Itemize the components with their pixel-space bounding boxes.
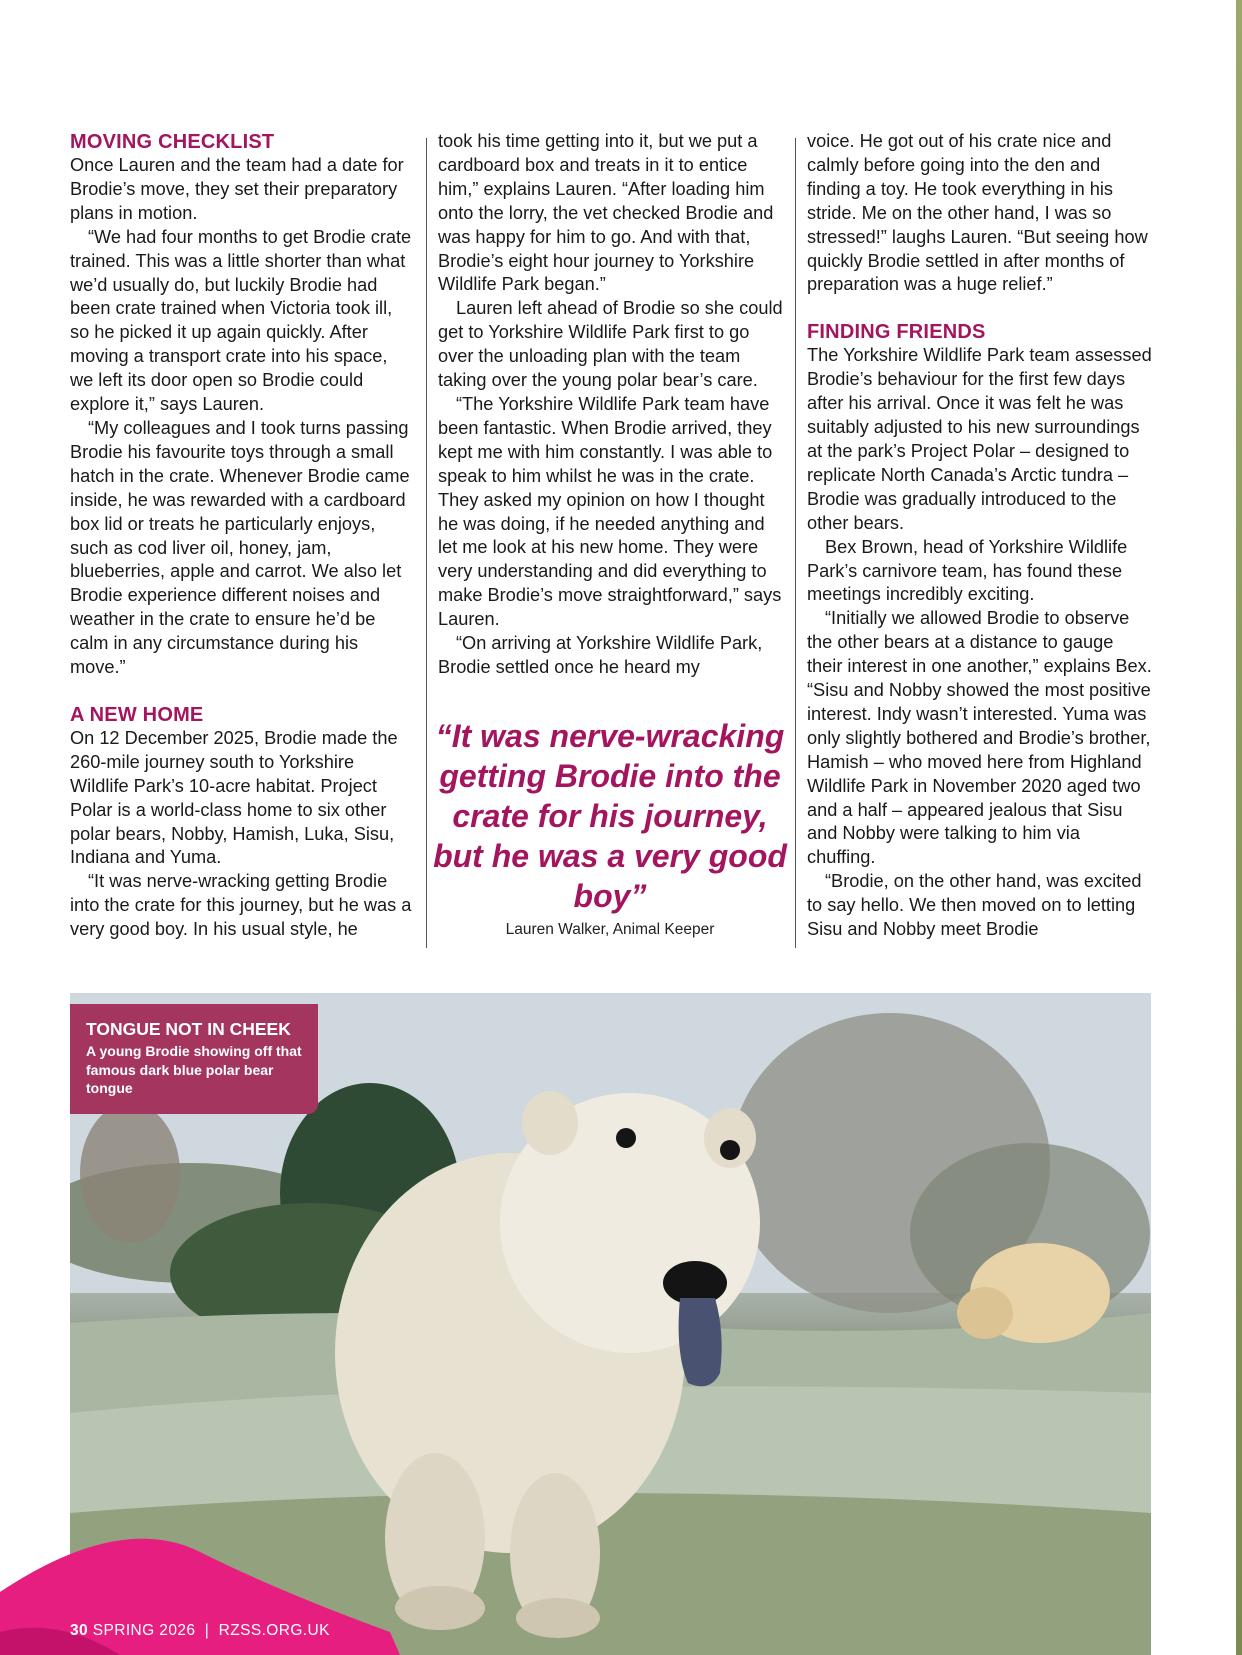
- paragraph: “We had four months to get Brodie crate trained. This was a little shorter than what we’d usually do, but luckily Brodie had been crate trained when Victoria took ill, so he picked it up again quickly. After moving a transport crate into his space, we left its door open so Brodie could explore it,” says Lauren.: [70, 226, 412, 415]
- photo-caption: [70, 1004, 318, 1114]
- paragraph: Lauren left ahead of Brodie so she could get to Yorkshire Wildlife Park first to go over the unloading plan with the team taking over the young polar bear’s care.: [438, 298, 783, 391]
- paragraph: On 12 December 2025, Brodie made the 260-mile journey south to Yorkshire Wildlife Park’s 10-acre habitat. Project Polar is a world-class home to six other polar bears, Nobby, Hamish, Luka, Sisu, Indiana and Yuma.: [70, 727, 398, 868]
- pull-quote-attribution: Lauren Walker, Animal Keeper: [505, 921, 715, 938]
- paragraph: The Yorkshire Wildlife Park team assessed Brodie’s behaviour for the first few days after his arrival. Once it was felt he was suitably adjusted to his new surroundings at the park’s Project Polar – designed to replicate North Canada’s Arctic tundra – Brodie was gradually introduced to the other bears.: [807, 345, 1152, 533]
- section-heading-a-new-home: A NEW HOME: [70, 703, 204, 726]
- column-divider: [795, 138, 796, 948]
- article-column-3: [807, 130, 1152, 942]
- paragraph: “On arriving at Yorkshire Wildlife Park, Brodie settled once he heard my: [438, 633, 763, 677]
- page-edge-bar: [1236, 0, 1242, 1655]
- caption-title: TONGUE NOT IN CHEEK: [86, 1019, 291, 1039]
- paragraph: took his time getting into it, but we put a cardboard box and treats in it to entice him,” explains Lauren. “After loading him onto the lorry, the vet checked Brodie and was happy for him to go. And with that, Brodie’s eight hour journey to Yorkshire Wildlife Park began.”: [438, 131, 774, 295]
- page-number: 30: [70, 1622, 89, 1639]
- column-divider: [426, 138, 427, 948]
- paragraph: “Brodie, on the other hand, was excited to say hello. We then moved on to letting Sisu and Nobby meet Brodie: [807, 871, 1142, 940]
- article-column-2: [438, 130, 783, 680]
- pull-quote: “It was nerve-wracking getting Brodie into the crate for his journey, but he was a very good boy”: [433, 718, 787, 914]
- paragraph: Bex Brown, head of Yorkshire Wildlife Park’s carnivore team, has found these meetings incredibly exciting.: [807, 536, 1128, 605]
- paragraph: “My colleagues and I took turns passing Brodie his favourite toys through a small hatch in the crate. Whenever Brodie came inside, he was rewarded with a cardboard box lid or treats he particularly enjoys, such as cod liver oil, honey, jam, blueberries, apple and carrot. We also let Brodie experience different noises and weather in the crate to ensure he’d be calm in any circumstance during his move.”: [70, 417, 410, 678]
- section-heading-finding-friends: FINDING FRIENDS: [807, 321, 986, 344]
- paragraph: voice. He got out of his crate nice and calmly before going into the den and finding a toy. He took everything in his stride. Me on the other hand, I was so stressed!” laughs Lauren. “But seeing how quickly Brodie settled in after months of preparation was a huge relief.”: [807, 131, 1148, 295]
- paragraph: “Initially we allowed Brodie to observe the other bears at a distance to gauge their interest in one another,” explains Bex. “Sisu and Nobby showed the most positive interest. Indy wasn’t interested. Yuma was only slightly bothered and Brodie’s brother, Hamish – who moved here from Highland Wildlife Park in November 2020 aged two and a half – appeared jealous that Sisu and Nobby were talking to him via chuffing.: [807, 608, 1152, 868]
- paragraph: “The Yorkshire Wildlife Park team have been fantastic. When Brodie arrived, they kept me with him constantly. I was able to speak to him whilst he was in the crate. They asked my opinion on how I thought he was doing, if he needed anything and let me look at his new home. They were very understanding and did everything to make Brodie’s move straightforward,” says Lauren.: [438, 393, 782, 630]
- paragraph: Once Lauren and the team had a date for Brodie’s move, they set their preparatory plans in motion.: [70, 155, 404, 223]
- article-column-1: [70, 130, 415, 942]
- section-heading-moving-checklist: MOVING CHECKLIST: [70, 131, 275, 153]
- paragraph: “It was nerve-wracking getting Brodie into the crate for this journey, but he was a very good boy. In his usual style, he: [70, 871, 412, 940]
- page-footer: [70, 1622, 330, 1640]
- caption-text: A young Brodie showing off that famous dark blue polar bear tongue: [86, 1043, 302, 1096]
- footer-issue-site: SPRING 2026 | RZSS.ORG.UK: [92, 1622, 330, 1639]
